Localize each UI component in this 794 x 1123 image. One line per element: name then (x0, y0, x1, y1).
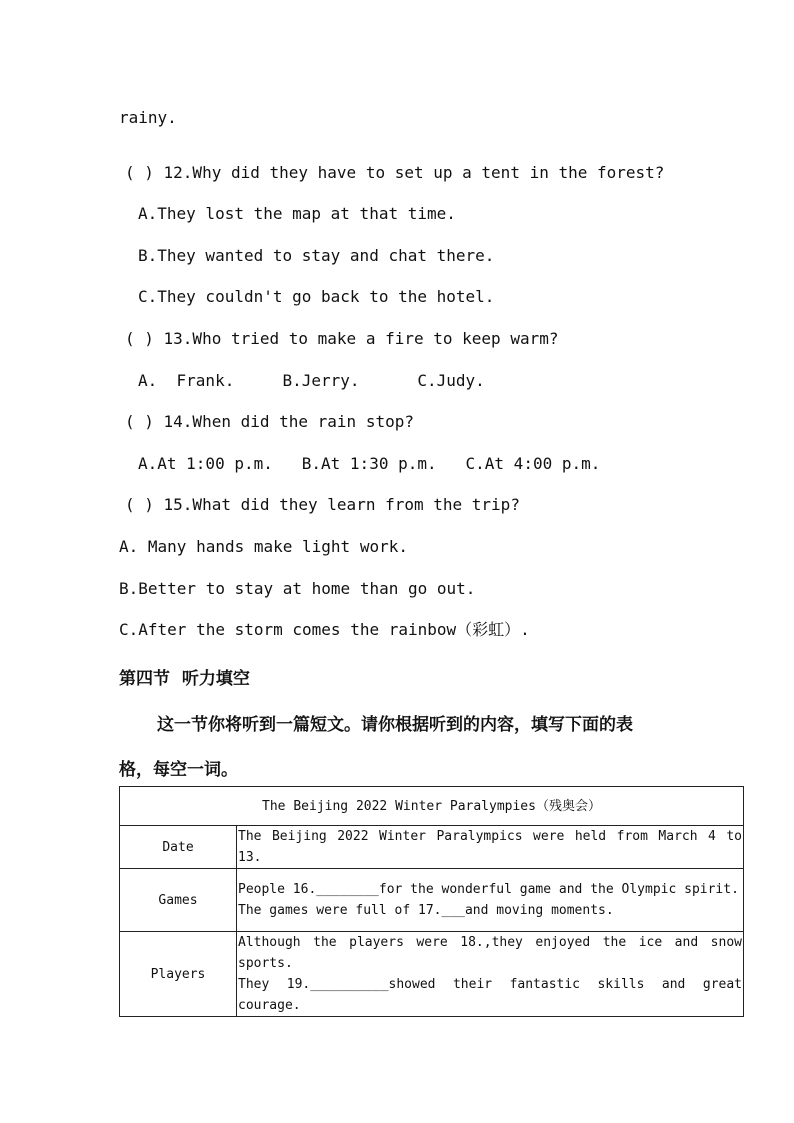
row-label-games: Games (120, 869, 237, 932)
row-content-date (237, 826, 744, 869)
section-heading: 第四节 听力填空 (119, 669, 250, 689)
question-15-option-c: C.After the storm comes the rainbow（彩虹）. (119, 620, 530, 639)
row-content-players (237, 932, 744, 1017)
table-row-players (120, 932, 744, 1017)
games-line-17: The games were full of 17.___and moving moments. (238, 903, 614, 918)
table-row-date (120, 826, 744, 869)
players-line-19: They 19.__________showed their fantastic skills and great courage. (238, 977, 742, 1013)
date-line: The Beijing 2022 Winter Paralympics were held from March 4 to 13. (238, 829, 742, 865)
question-15-option-b: B.Better to stay at home than go out. (119, 579, 476, 598)
row-label-date: Date (120, 826, 237, 869)
question-12-option-c: C.They couldn't go back to the hotel. (138, 287, 495, 306)
continuation-text: rainy. (119, 108, 177, 127)
row-label-players: Players (120, 932, 237, 1017)
table-row-games (120, 869, 744, 932)
section-instruction-line-1: 这一节你将听到一篇短文。请你根据听到的内容，填写下面的表 (157, 715, 633, 735)
question-12-option-a: A.They lost the map at that time. (138, 204, 456, 223)
question-15-stem: ( ) 15.What did they learn from the trip? (125, 495, 520, 514)
question-15-option-a: A. Many hands make light work. (119, 537, 408, 556)
listening-fill-table (119, 786, 744, 1017)
row-content-games (237, 869, 744, 932)
question-13-options: A. Frank. B.Jerry. C.Judy. (138, 371, 485, 390)
question-12-option-b: B.They wanted to stay and chat there. (138, 246, 495, 265)
table-title: The Beijing 2022 Winter Paralympies（残奥会） (120, 787, 744, 826)
games-line-16: People 16.________for the wonderful game and the Olympic spirit. (238, 882, 739, 897)
question-14-options: A.At 1:00 p.m. B.At 1:30 p.m. C.At 4:00 p.m. (138, 454, 601, 473)
question-13-stem: ( ) 13.Who tried to make a fire to keep warm? (125, 329, 559, 348)
table-title-row (120, 787, 744, 826)
question-12-stem: ( ) 12.Why did they have to set up a tent in the forest? (125, 163, 665, 182)
section-instruction-line-2: 格，每空一词。 (119, 760, 238, 780)
question-14-stem: ( ) 14.When did the rain stop? (125, 412, 414, 431)
players-line-18: Although the players were 18.,they enjoyed the ice and snow sports. (238, 935, 742, 971)
